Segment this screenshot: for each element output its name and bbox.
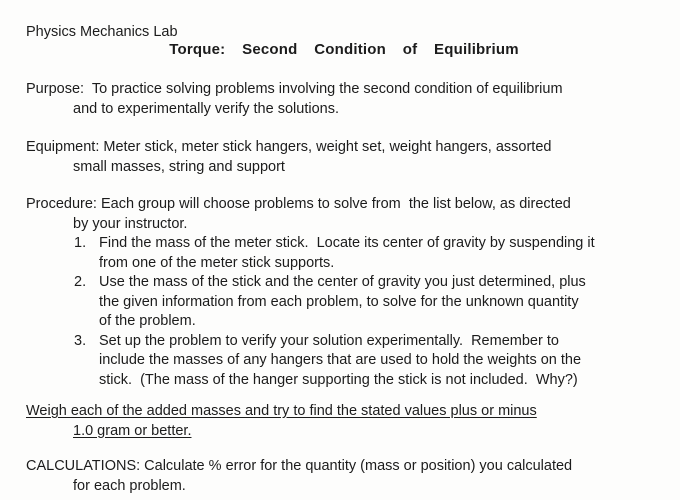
step-line: stick. (The mass of the hanger supporting the stick is not included. Why?)	[99, 371, 578, 388]
step-number: 1.	[74, 235, 87, 251]
step-line: Use the mass of the stick and the center of gravity you just determined, plus	[99, 274, 586, 290]
calculations-line-2: for each problem.	[73, 477, 186, 494]
calculations-line-1: CALCULATIONS: Calculate % error for the quantity (mass or position) you calculated	[26, 458, 573, 474]
step-number: 2.	[74, 274, 87, 290]
step-line: Find the mass of the meter stick. Locate its center of gravity by suspending it	[99, 235, 595, 251]
purpose-section	[26, 80, 666, 119]
lab-title: Torque: Second Condition of Equilibrium	[169, 41, 519, 58]
purpose-line-2: and to experimentally verify the solutions.	[73, 100, 339, 117]
lab-course-name: Physics Mechanics Lab	[26, 24, 178, 40]
equipment-line-2: small masses, string and support	[73, 158, 285, 175]
weigh-line-1: Weigh each of the added masses and try to find the stated values plus or minus	[26, 403, 537, 419]
procedure-step-1	[74, 234, 664, 273]
equipment-section	[26, 138, 666, 177]
procedure-step-3	[74, 332, 664, 391]
step-line: the given information from each problem, to solve for the unknown quantity	[99, 293, 579, 310]
procedure-steps-list	[74, 234, 664, 390]
step-number: 3.	[74, 332, 87, 349]
step-line: from one of the meter stick supports.	[99, 254, 335, 271]
step-line: Set up the problem to verify your solution experimentally. Remember to	[99, 332, 559, 349]
procedure-section	[26, 195, 666, 234]
procedure-step-2	[74, 273, 664, 332]
step-line: of the problem.	[99, 313, 196, 329]
procedure-line-1: Procedure: Each group will choose problems to solve from the list below, as directed	[26, 196, 571, 212]
weigh-instruction	[26, 402, 666, 441]
procedure-line-2: by your instructor.	[73, 215, 188, 232]
purpose-line-1: Purpose: To practice solving problems involving the second condition of equilibrium	[26, 81, 563, 97]
step-line: include the masses of any hangers that are used to hold the weights on the	[99, 352, 582, 368]
weigh-line-2: 1.0 gram or better.	[73, 422, 192, 439]
calculations-section	[26, 457, 666, 496]
equipment-line-1: Equipment: Meter stick, meter stick hangers, weight set, weight hangers, assorted	[26, 139, 552, 155]
